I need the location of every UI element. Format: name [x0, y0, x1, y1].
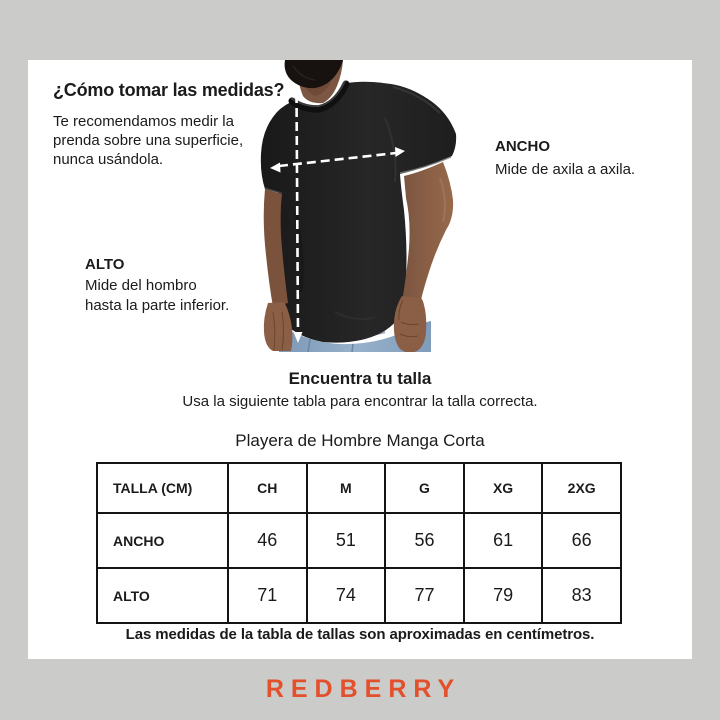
- cell-value: 66: [542, 513, 621, 568]
- size-guide-card: [28, 60, 692, 659]
- cell-value: 56: [385, 513, 464, 568]
- height-callout-line: hasta la parte inferior.: [85, 297, 230, 314]
- column-header-m: M: [307, 463, 386, 513]
- cell-value: 61: [464, 513, 543, 568]
- instruction-line: Te recomendamos medir la: [53, 113, 234, 130]
- size-table: [96, 462, 622, 624]
- size-finder-title: Encuentra tu talla: [288, 369, 432, 388]
- cell-value: 46: [228, 513, 307, 568]
- size-table-footnote: Las medidas de la tabla de tallas son aproximadas en centímetros.: [125, 626, 595, 643]
- height-callout-label: ALTO: [85, 256, 125, 273]
- cell-value: 79: [464, 568, 543, 623]
- cell-value: 71: [228, 568, 307, 623]
- measure-guide-title: ¿Cómo tomar las medidas?: [53, 80, 285, 100]
- table-row-alto: [97, 568, 621, 623]
- size-table-header-row: [97, 463, 621, 513]
- instruction-line: prenda sobre una superficie,: [53, 132, 244, 149]
- size-table-title: Playera de Hombre Manga Corta: [235, 431, 485, 450]
- cell-value: 74: [307, 568, 386, 623]
- row-label-ancho: ANCHO: [97, 513, 228, 568]
- size-finder-subtitle: Usa la siguiente tabla para encontrar la talla correcta.: [182, 393, 538, 410]
- cell-value: 83: [542, 568, 621, 623]
- width-callout-description: Mide de axila a axila.: [495, 161, 636, 178]
- model-photo: [235, 60, 535, 352]
- cell-value: 51: [307, 513, 386, 568]
- column-header-2xg: 2XG: [542, 463, 621, 513]
- height-callout-line: Mide del hombro: [85, 277, 197, 294]
- table-row-ancho: [97, 513, 621, 568]
- cell-value: 77: [385, 568, 464, 623]
- column-header-ch: CH: [228, 463, 307, 513]
- width-callout-label: ANCHO: [495, 138, 550, 155]
- instruction-line: nunca usándola.: [53, 151, 164, 168]
- column-header-xg: XG: [464, 463, 543, 513]
- height-callout-description: [85, 276, 229, 316]
- brand-bar: [0, 659, 720, 720]
- column-header-talla: TALLA (CM): [97, 463, 228, 513]
- measure-guide-instructions: [53, 112, 243, 169]
- brand-logo: REDBERRY: [265, 675, 462, 703]
- row-label-alto: ALTO: [97, 568, 228, 623]
- column-header-g: G: [385, 463, 464, 513]
